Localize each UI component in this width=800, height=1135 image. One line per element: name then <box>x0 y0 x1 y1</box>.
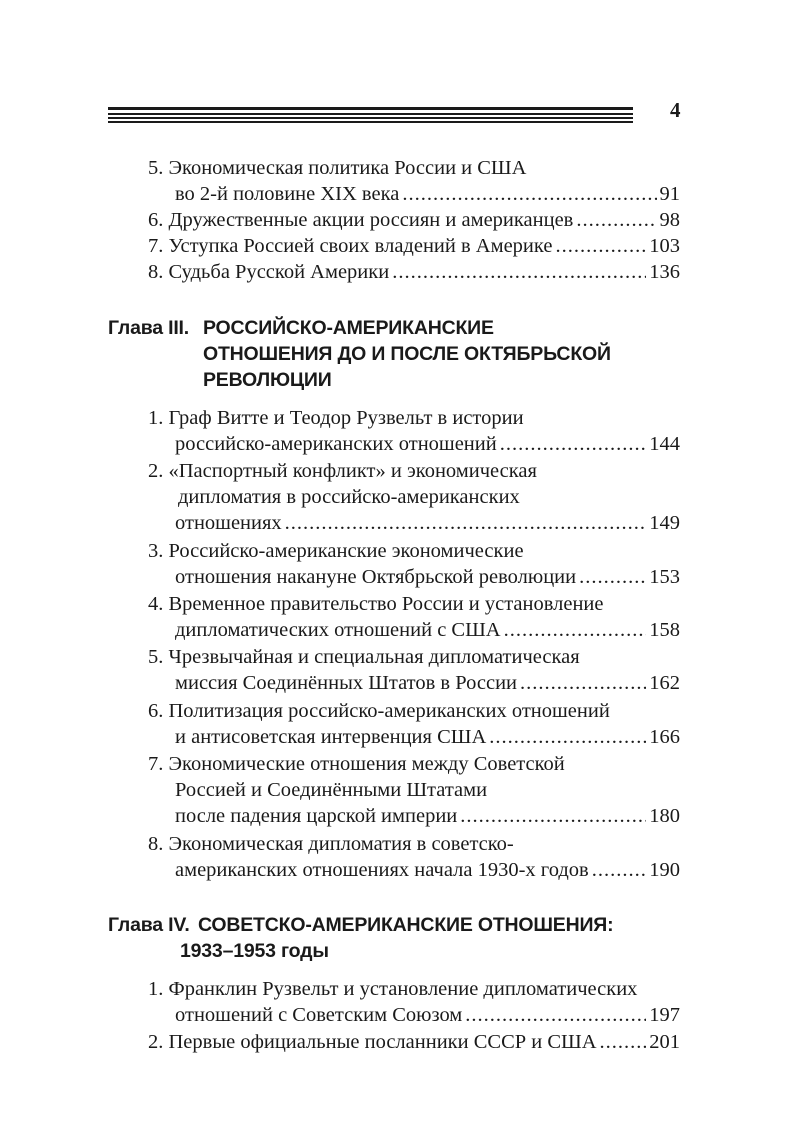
leader-dots <box>579 564 646 590</box>
toc-entry-a5-line1: 5. Экономическая политика России и США <box>148 157 527 179</box>
toc-page-number: 136 <box>649 261 680 283</box>
toc-page-number: 201 <box>649 1031 680 1053</box>
toc-entry-3-3-line1: 3. Российско-американские экономические <box>148 540 524 562</box>
leader-dots <box>600 1029 647 1055</box>
toc-page-number: 103 <box>649 235 680 257</box>
chapter-3-title-line3: РЕВОЛЮЦИИ <box>203 369 332 391</box>
toc-entry-a5-line2 <box>175 181 680 207</box>
toc-entry-3-7-line1: 7. Экономические отношения между Советской <box>148 753 565 775</box>
toc-entry-3-7-line2: Россией и Соединёнными Штатами <box>175 779 488 801</box>
toc-entry-3-6-line2 <box>175 724 680 750</box>
toc-entry-3-2-line2: дипломатия в российско-американских <box>178 486 520 508</box>
chapter-3-label: Глава III. <box>108 317 189 339</box>
toc-entry-3-1-line2 <box>175 431 680 457</box>
leader-dots <box>555 233 646 259</box>
toc-entry-3-5-line2 <box>175 670 680 696</box>
leader-dots <box>392 259 646 285</box>
toc-entry-3-8-line2 <box>175 857 680 883</box>
toc-entry-a7 <box>148 233 680 259</box>
toc-entry-text: 7. Уступка Россией своих владений в Америке <box>148 235 553 257</box>
toc-entry-3-5-line1: 5. Чрезвычайная и специальная дипломатическая <box>148 646 580 668</box>
toc-entry-text: американских отношениях начала 1930-х годов <box>175 859 589 881</box>
header-rule-thin-3 <box>108 121 633 123</box>
chapter-4-title-line1: СОВЕТСКО-АМЕРИКАНСКИЕ ОТНОШЕНИЯ: <box>198 914 614 936</box>
toc-page-number: 197 <box>649 1004 680 1026</box>
chapter-3-title-line2: ОТНОШЕНИЯ ДО И ПОСЛЕ ОКТЯБРЬСКОЙ <box>203 343 611 365</box>
leader-dots <box>576 207 656 233</box>
leader-dots <box>285 510 647 536</box>
header-rule-thin-1 <box>108 113 633 115</box>
toc-page-number: 190 <box>649 859 680 881</box>
toc-entry-text: российско-американских отношений <box>175 433 497 455</box>
toc-entry-text: отношений с Советским Союзом <box>175 1004 463 1026</box>
header-rule-thin-2 <box>108 117 633 119</box>
page-number: 4 <box>670 98 681 122</box>
toc-entry-text: отношения накануне Октябрьской революции <box>175 566 577 588</box>
toc-entry-text: 2. Первые официальные посланники СССР и США <box>148 1031 597 1053</box>
toc-entry-4-2 <box>148 1029 680 1055</box>
toc-page-number: 162 <box>649 672 680 694</box>
toc-entry-3-4-line1: 4. Временное правительство России и установление <box>148 593 604 615</box>
leader-dots <box>402 181 656 207</box>
toc-entry-3-6-line1: 6. Политизация российско-американских отношений <box>148 700 610 722</box>
toc-entry-3-7-line3 <box>175 803 680 829</box>
toc-entry-text: 8. Судьба Русской Америки <box>148 261 390 283</box>
header-rule-thick <box>108 107 633 110</box>
toc-entry-text: 6. Дружественные акции россиян и американцев <box>148 209 574 231</box>
leader-dots <box>520 670 646 696</box>
leader-dots <box>592 857 647 883</box>
toc-page-number: 153 <box>649 566 680 588</box>
toc-entry-text: отношениях <box>175 512 282 534</box>
toc-entry-text: после падения царской империи <box>175 805 458 827</box>
toc-entry-3-2-line3 <box>175 510 680 536</box>
toc-entry-3-2-line1: 2. «Паспортный конфликт» и экономическая <box>148 460 537 482</box>
toc-entry-text: во 2-й половине XIX века <box>175 183 400 205</box>
toc-entry-a8 <box>148 259 680 285</box>
toc-page-number: 180 <box>649 805 680 827</box>
toc-entry-3-3-line2 <box>175 564 680 590</box>
leader-dots <box>500 431 647 457</box>
toc-page-number: 166 <box>649 726 680 748</box>
toc-entry-3-1-line1: 1. Граф Витте и Теодор Рузвельт в истории <box>148 407 524 429</box>
toc-entry-text: дипломатических отношений с США <box>175 619 501 641</box>
toc-page-number: 158 <box>649 619 680 641</box>
toc-entry-3-8-line1: 8. Экономическая дипломатия в советско- <box>148 833 514 855</box>
toc-entry-text: миссия Соединённых Штатов в России <box>175 672 518 694</box>
toc-page-number: 91 <box>659 183 680 205</box>
toc-entry-4-1-line1: 1. Франклин Рузвельт и установление дипломатических <box>148 978 638 1000</box>
leader-dots <box>460 803 646 829</box>
leader-dots <box>465 1002 646 1028</box>
toc-entry-4-1-line2 <box>175 1002 680 1028</box>
toc-entry-3-4-line2 <box>175 617 680 643</box>
leader-dots <box>489 724 646 750</box>
chapter-3-title-line1: РОССИЙСКО-АМЕРИКАНСКИЕ <box>203 317 494 339</box>
toc-page-number: 144 <box>649 433 680 455</box>
toc-page-number: 149 <box>649 512 680 534</box>
leader-dots <box>504 617 647 643</box>
chapter-4-title-line2: 1933–1953 годы <box>180 940 329 962</box>
toc-entry-a6 <box>148 207 680 233</box>
toc-page-number: 98 <box>659 209 680 231</box>
toc-entry-text: и антисоветская интервенция США <box>175 726 487 748</box>
chapter-4-label: Глава IV. <box>108 914 190 936</box>
